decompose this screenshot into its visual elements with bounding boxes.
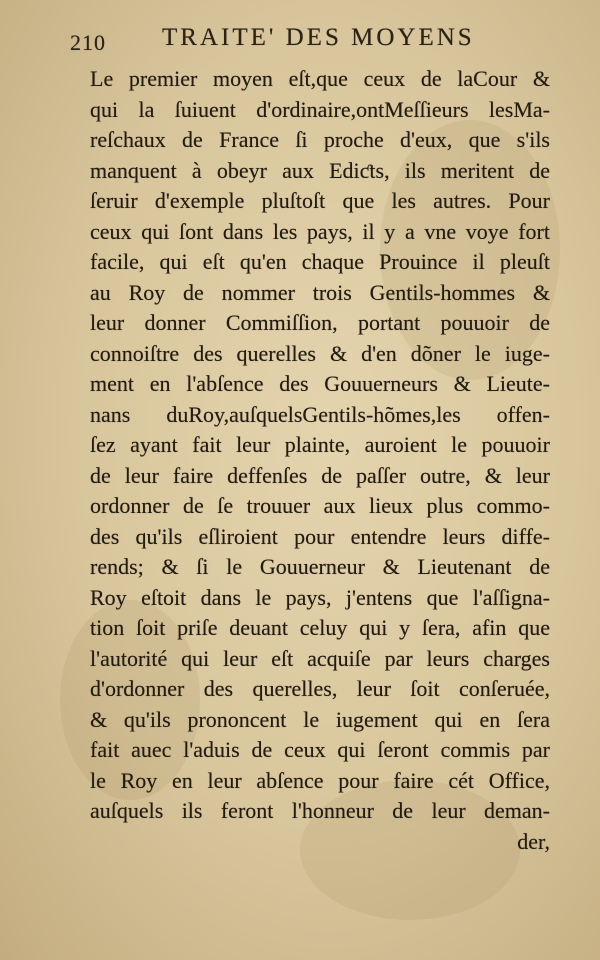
text-line: ceux qui ſont dans les pays, il y a vne voye fort	[90, 218, 550, 244]
text-line: connoiſtre des querelles & d'en dõner le iuge-	[90, 340, 550, 366]
text-line: au Roy de nommer trois Gentils-hommes &	[90, 279, 550, 305]
text-line: auſquels ils feront l'honneur de leur deman-	[90, 798, 550, 823]
text-line: ſeruir d'exemple pluſtoſt que les autres. Pour	[90, 188, 550, 213]
text-line: d'ordonner des querelles, leur ſoit conſeruée,	[90, 676, 550, 701]
text-line: Le premier moyen eſt,que ceux de laCour &	[90, 66, 550, 91]
text-line: ordonner de ſe trouuer aux lieux plus commo-	[90, 493, 550, 518]
text-line: l'autorité qui leur eſt acquiſe par leurs charges	[90, 645, 550, 671]
text-line: de leur faire deffenſes de paſſer outre, & leur	[90, 462, 550, 488]
text-line: Roy eſtoit dans le pays, j'entens que l'aſſigna-	[90, 584, 550, 610]
text-line: facile, qui eſt qu'en chaque Prouince il pleuſt	[90, 249, 550, 274]
catchword-line: der,	[517, 828, 550, 854]
text-line: manquent à obeyr aux Ediƈts, ils meritent de	[90, 157, 550, 183]
text-line: & qu'ils prononcent le iugement qui en ſera	[90, 706, 550, 732]
text-line: reſchaux de France ſi proche d'eux, que s'ils	[90, 127, 550, 152]
page-number: 210	[70, 30, 106, 55]
text-line: nans duRoy,auſquelsGentils-hõmes,les offen-	[90, 401, 550, 427]
text-line: des qu'ils eſliroient pour entendre leurs diffe-	[90, 523, 550, 549]
text-line: qui la ſuiuent d'ordinaire,ontMeſſieurs lesMa-	[90, 96, 550, 122]
body-text	[90, 64, 550, 857]
text-line: tion ſoit priſe deuant celuy qui y ſera, afin que	[90, 615, 550, 640]
text-line: ment en l'abſence des Gouuerneurs & Lieute-	[90, 371, 550, 396]
running-title: TRAITE' DES MOYENS	[162, 24, 475, 51]
text-line: ſez ayant fait leur plainte, auroient le pouuoir	[90, 432, 550, 457]
text-line: fait auec l'aduis de ceux qui ſeront commis par	[90, 737, 550, 762]
page-header	[70, 24, 475, 64]
text-line: rends; & ſi le Gouuerneur & Lieutenant de	[90, 554, 550, 579]
text-line: le Roy en leur abſence pour faire cét Office,	[90, 767, 550, 793]
text-line: leur donner Commiſſion, portant pouuoir de	[90, 310, 550, 335]
